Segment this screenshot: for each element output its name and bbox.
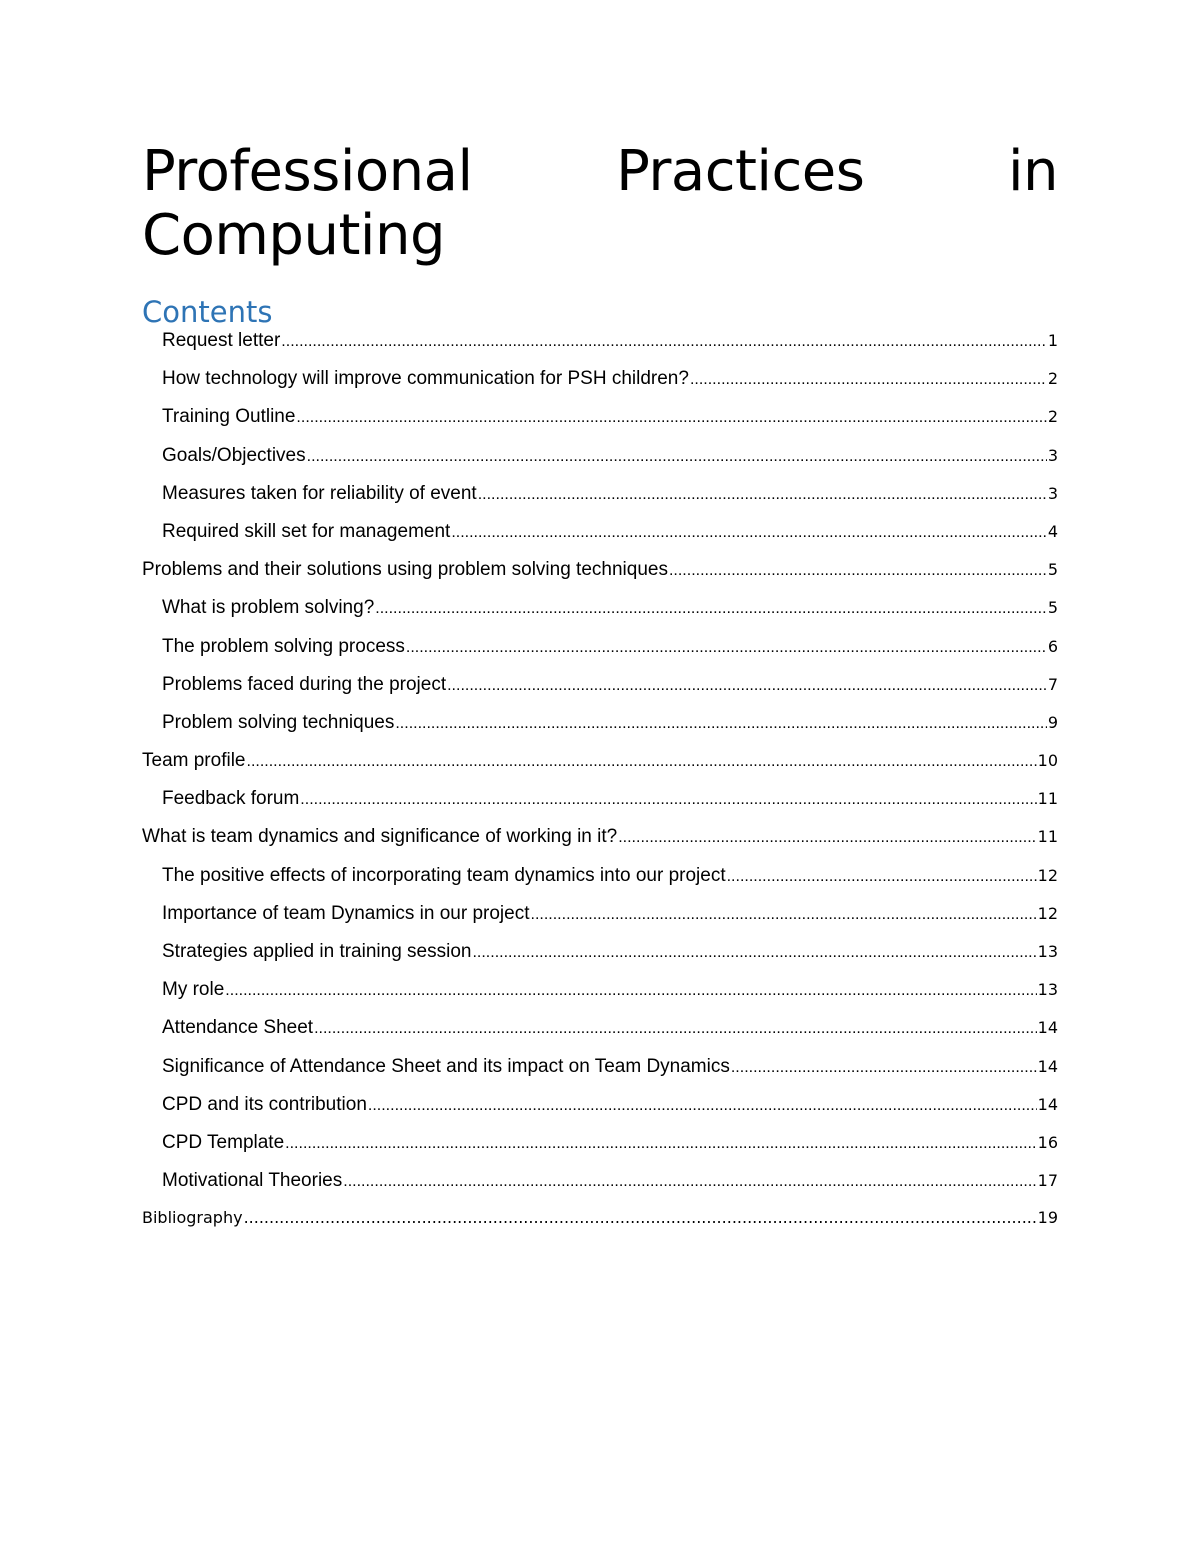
toc-entry[interactable]: [142, 865, 1058, 903]
toc-entry[interactable]: [142, 559, 1058, 597]
toc-dot-leader: [690, 371, 1047, 389]
toc-dot-leader: [451, 524, 1047, 542]
toc-entry[interactable]: [142, 406, 1058, 444]
toc-entry[interactable]: [142, 674, 1058, 712]
toc-page-number: 14: [1037, 1094, 1058, 1114]
toc-dot-leader: [618, 829, 1036, 847]
toc-dot-leader: [225, 982, 1036, 1000]
toc-page-number: 11: [1037, 789, 1058, 809]
toc-entry[interactable]: [142, 1132, 1058, 1170]
toc-entry[interactable]: [142, 788, 1058, 826]
toc-entry[interactable]: [142, 941, 1058, 979]
toc-dot-leader: [343, 1173, 1036, 1191]
toc-entry[interactable]: [142, 1017, 1058, 1055]
toc-entry[interactable]: [142, 826, 1058, 864]
toc-page-number: 3: [1047, 483, 1058, 503]
toc-page-number: 6: [1047, 636, 1058, 656]
toc-page-number: 14: [1037, 1056, 1058, 1076]
toc-entry[interactable]: [142, 750, 1058, 788]
toc-entry-label: Feedback forum: [162, 788, 300, 810]
toc-page-number: 17: [1037, 1171, 1058, 1191]
document-page: [142, 140, 1058, 1247]
toc-entry-label: CPD and its contribution: [162, 1093, 367, 1115]
toc-dot-leader: [395, 715, 1046, 733]
toc-entry-label: Measures taken for reliability of event: [162, 482, 477, 504]
toc-entry[interactable]: [142, 1056, 1058, 1094]
toc-dot-leader: [375, 600, 1047, 618]
toc-page-number: 16: [1037, 1132, 1058, 1152]
toc-entry[interactable]: [142, 368, 1058, 406]
toc-heading: Contents: [142, 295, 273, 329]
toc-entry-label: Goals/Objectives: [162, 444, 306, 466]
toc-dot-leader: [314, 1020, 1037, 1038]
toc-dot-leader: [307, 448, 1047, 466]
toc-page-number: 2: [1047, 407, 1058, 427]
title-word: Professional: [142, 139, 473, 204]
toc-page-number: 1: [1047, 331, 1058, 350]
toc-dot-leader: [247, 753, 1037, 771]
toc-page-number: 11: [1037, 827, 1058, 847]
toc-entry-label: My role: [162, 979, 225, 1001]
title-line-2: Computing: [142, 203, 446, 268]
toc-entry-label: The problem solving process: [162, 635, 405, 657]
toc-entry[interactable]: [142, 521, 1058, 559]
toc-dot-leader: [447, 677, 1047, 695]
toc-page-number: 5: [1047, 560, 1058, 580]
toc-entry[interactable]: [142, 636, 1058, 674]
toc-dot-leader: [472, 944, 1036, 962]
toc-dot-leader: [731, 1059, 1037, 1077]
toc-page-number: 12: [1037, 903, 1058, 923]
toc-entry[interactable]: [142, 1170, 1058, 1208]
toc-entry-label: The positive effects of incorporating team dynamics into our project: [162, 864, 726, 886]
toc-page-number: 19: [1037, 1208, 1058, 1228]
toc-entry-label: What is problem solving?: [162, 597, 375, 619]
toc-dot-leader: [669, 562, 1047, 580]
toc-entry-label: Required skill set for management: [162, 520, 451, 542]
toc-entry-label: What is team dynamics and significance of working in it?: [142, 826, 618, 848]
toc-page-number: 7: [1047, 674, 1058, 694]
toc-dot-leader: [244, 1208, 1037, 1227]
title-word: in: [1007, 139, 1058, 204]
toc-entry-label: Attendance Sheet: [162, 1017, 314, 1039]
toc-entry[interactable]: [142, 483, 1058, 521]
title-word: Practices: [616, 139, 865, 204]
toc-entry[interactable]: [142, 445, 1058, 483]
toc-page-number: 12: [1037, 865, 1058, 885]
toc-entry[interactable]: [142, 712, 1058, 750]
toc-entry-label: Importance of team Dynamics in our project: [162, 902, 530, 924]
title-line-1: [142, 140, 1058, 204]
document-title: [142, 140, 1058, 268]
toc-entry-label: Bibliography: [142, 1208, 243, 1228]
toc-entry[interactable]: [142, 330, 1058, 368]
toc-entry[interactable]: [142, 903, 1058, 941]
toc-page-number: 2: [1047, 369, 1058, 389]
table-of-contents: [142, 330, 1058, 1247]
toc-entry[interactable]: [142, 979, 1058, 1017]
toc-dot-leader: [727, 868, 1037, 886]
toc-entry-label: Training Outline: [162, 406, 296, 428]
toc-page-number: 13: [1037, 942, 1058, 961]
toc-entry-label: Motivational Theories: [162, 1170, 343, 1192]
toc-dot-leader: [281, 333, 1047, 351]
toc-page-number: 14: [1037, 1018, 1058, 1038]
toc-dot-leader: [368, 1097, 1037, 1115]
toc-entry-label: How technology will improve communication for PSH children?: [162, 368, 689, 390]
toc-entry-label: Team profile: [142, 750, 246, 772]
toc-page-number: 3: [1047, 445, 1058, 465]
toc-page-number: 13: [1037, 980, 1058, 1000]
toc-page-number: 9: [1047, 712, 1058, 732]
toc-entry-label: CPD Template: [162, 1131, 285, 1153]
toc-entry-label: Significance of Attendance Sheet and its impact on Team Dynamics: [162, 1055, 730, 1077]
toc-dot-leader: [531, 906, 1037, 924]
toc-dot-leader: [296, 409, 1046, 427]
toc-entry-label: Problem solving techniques: [162, 711, 395, 733]
toc-entry-label: Strategies applied in training session: [162, 941, 472, 962]
toc-page-number: 5: [1047, 598, 1058, 618]
toc-entry[interactable]: [142, 597, 1058, 635]
toc-entry[interactable]: [142, 1208, 1058, 1246]
toc-entry-label: Problems and their solutions using problem solving techniques: [142, 559, 668, 581]
toc-dot-leader: [300, 791, 1036, 809]
toc-entry[interactable]: [142, 1094, 1058, 1132]
toc-page-number: 10: [1037, 751, 1058, 771]
toc-entry-label: Request letter: [162, 330, 281, 351]
toc-dot-leader: [406, 639, 1047, 657]
toc-entry-label: Problems faced during the project: [162, 673, 447, 695]
toc-page-number: 4: [1047, 521, 1058, 541]
toc-dot-leader: [285, 1135, 1036, 1153]
toc-dot-leader: [478, 486, 1047, 504]
